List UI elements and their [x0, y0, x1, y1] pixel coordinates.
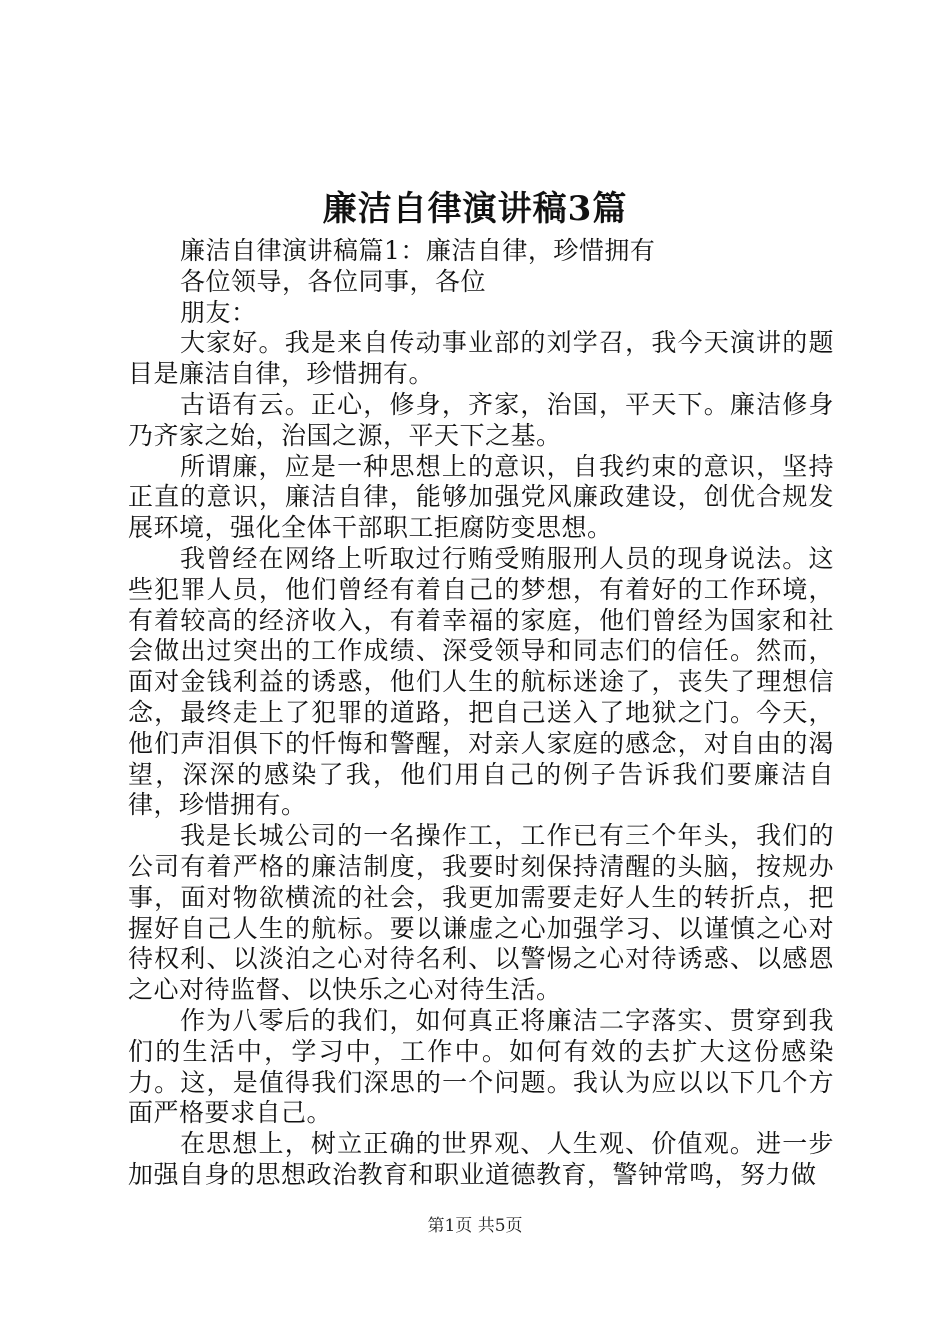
body-paragraph: 古语有云。正心，修身，齐家，治国，平天下。廉洁修身乃齐家之始，治国之源，平天下之基。 [128, 389, 834, 450]
body-paragraph: 我曾经在网络上听取过行贿受贿服刑人员的现身说法。这些犯罪人员，他们曾经有着自己的梦想，有着好的工作环境，有着较高的经济收入，有着幸福的家庭，他们曾经为国家和社会做出过突出的工作成绩、深受领导和同志们的信任。然而，面对金钱利益的诱惑，他们人生的航标迷途了，丧失了理想信念，最终走上了犯罪的道路，把自己送入了地狱之门。今天，他们声泪俱下的忏悔和警醒，对亲人家庭的感念，对自由的渴望，深深的感染了我，他们用自己的例子告诉我们要廉洁自律，珍惜拥有。 [128, 543, 834, 820]
salutation-continuation: 朋友： [180, 297, 257, 327]
body-paragraph: 在思想上，树立正确的世界观、人生观、价值观。进一步加强自身的思想政治教育和职业道德教育，警钟常鸣，努力做 [128, 1129, 834, 1189]
page-number-footer: 第1页 共5页 [427, 1216, 523, 1236]
document-body [128, 236, 834, 1191]
body-paragraph: 大家好。我是来自传动事业部的刘学召，我今天演讲的题目是廉洁自律，珍惜拥有。 [128, 328, 834, 389]
salutation-line: 各位领导，各位同事，各位 [180, 266, 487, 296]
body-paragraph: 作为八零后的我们，如何真正将廉洁二字落实、贯穿到我们的生活中，学习中，工作中。如何有效的去扩大这份感染力。这，是值得我们深思的一个问题。我认为应以以下几个方面严格要求自己。 [128, 1005, 834, 1128]
speech-heading-line: 廉洁自律演讲稿篇1：廉洁自律，珍惜拥有 [180, 236, 656, 265]
body-paragraph: 所谓廉，应是一种思想上的意识，自我约束的意识，坚持正直的意识，廉洁自律，能够加强党风廉政建设，创优合规发展环境，强化全体干部职工拒腐防变思想。 [128, 451, 834, 543]
document-title: 廉洁自律演讲稿3篇 [322, 189, 628, 229]
body-paragraph: 我是长城公司的一名操作工，工作已有三个年头，我们的公司有着严格的廉洁制度，我要时刻保持清醒的头脑，按规办事，面对物欲横流的社会，我更加需要走好人生的转折点，把握好自己人生的航标。要以谦虚之心加强学习、以谨慎之心对待权利、以淡泊之心对待名利、以警惕之心对待诱惑、以感恩之心对待监督、以快乐之心对待生活。 [128, 821, 834, 1005]
